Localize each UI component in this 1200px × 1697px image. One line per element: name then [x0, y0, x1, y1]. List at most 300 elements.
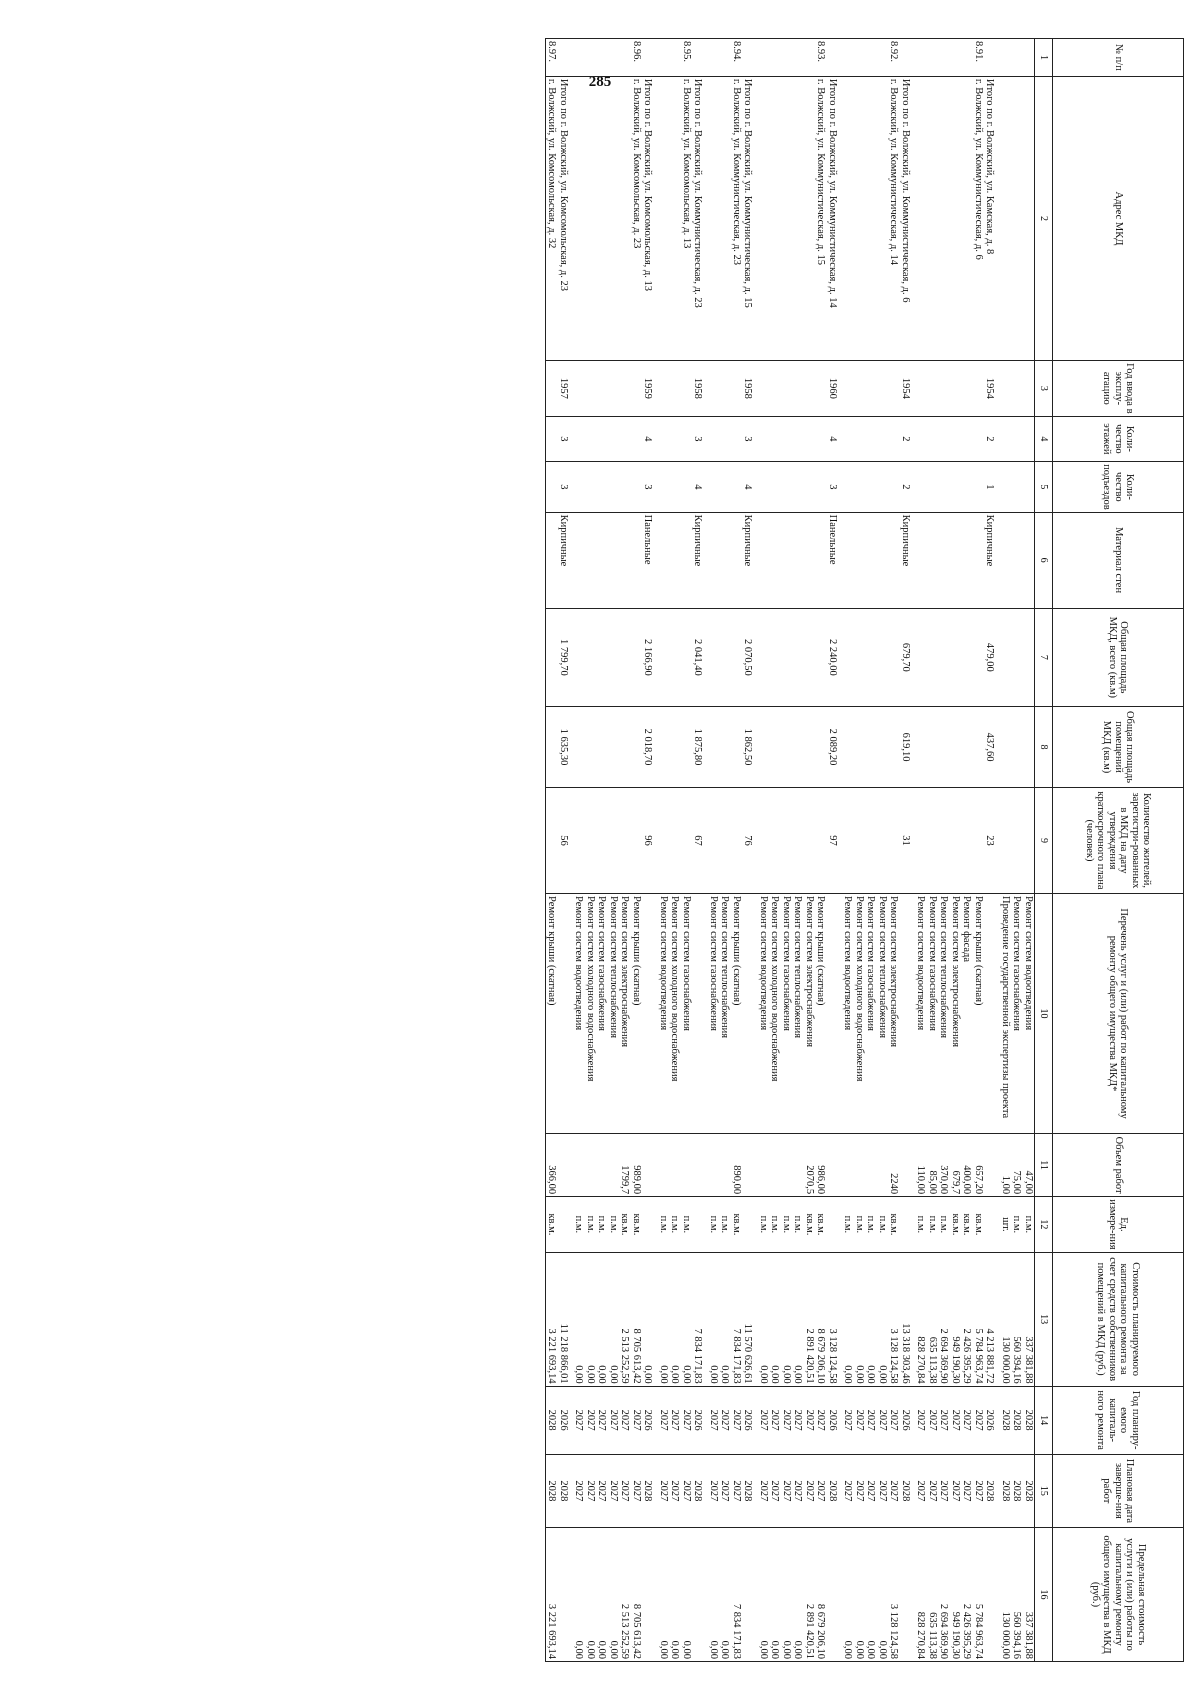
cell-col-11	[877, 1134, 889, 1197]
column-header: Количество жителей, зарегистри-рованных в МКД на дату утверждения краткосрочного плана (человек)	[1053, 787, 1184, 893]
cell-col-10: Ремонт систем газоснабжения	[1011, 894, 1023, 1134]
cell-col-16	[558, 1528, 574, 1662]
cell-col-3	[546, 361, 558, 417]
cell-col-3	[573, 361, 585, 417]
cell-col-16: 3 221 693,14	[546, 1528, 558, 1662]
work-row	[854, 39, 866, 1662]
cell-col-11	[608, 1134, 620, 1197]
cell-col-15: 2027	[719, 1454, 731, 1527]
cell-col-8	[915, 707, 927, 788]
cell-col-2: г. Волжский, ул. Коммунистическая, д. 6	[973, 76, 985, 360]
cell-col-8	[804, 707, 816, 788]
cell-col-11	[742, 1134, 758, 1197]
cell-col-7	[681, 608, 693, 707]
cell-col-10: Ремонт крыши (скатная)	[973, 894, 985, 1134]
cell-col-3	[669, 361, 681, 417]
cell-col-13: 828 270,84	[915, 1252, 927, 1386]
cell-col-16: 0,00	[681, 1528, 693, 1662]
cell-col-13: 2 426 395,29	[961, 1252, 973, 1386]
column-header: Объем работ	[1053, 1134, 1184, 1197]
cell-col-12	[900, 1197, 916, 1253]
cell-col-9	[769, 787, 781, 893]
cell-col-8	[781, 707, 793, 788]
column-number: 14	[1035, 1386, 1053, 1454]
cell-col-12: кв.м.	[961, 1197, 973, 1253]
cell-col-13: 0,00	[573, 1252, 585, 1386]
cell-col-14: 2026	[827, 1386, 843, 1454]
cell-col-14: 2027	[619, 1386, 631, 1454]
cell-col-2	[961, 76, 973, 360]
cell-col-16	[827, 1528, 843, 1662]
cell-col-14: 2027	[719, 1386, 731, 1454]
cell-col-7	[781, 608, 793, 707]
cell-col-11	[769, 1134, 781, 1197]
cell-col-6: Кирпичные	[558, 512, 574, 608]
cell-col-16: 8 679 206,10	[815, 1528, 827, 1662]
cell-col-10	[742, 894, 758, 1134]
cell-col-13: 3 128 124,58	[888, 1252, 900, 1386]
cell-col-8	[758, 707, 770, 788]
cell-col-16: 0,00	[792, 1528, 804, 1662]
cell-col-12: п.м.	[758, 1197, 770, 1253]
cell-col-6	[596, 512, 608, 608]
cell-col-3: 1954	[900, 361, 916, 417]
cell-col-13: 0,00	[758, 1252, 770, 1386]
cell-col-16: 828 270,84	[915, 1528, 927, 1662]
work-row	[865, 39, 877, 1662]
cell-col-3	[877, 361, 889, 417]
cell-col-11: 110,00	[915, 1134, 927, 1197]
cell-col-6	[888, 512, 900, 608]
cell-col-11	[669, 1134, 681, 1197]
cell-col-10: Ремонт крыши (скатная)	[815, 894, 827, 1134]
cell-col-11: 2070,5	[804, 1134, 816, 1197]
cell-col-3	[631, 361, 643, 417]
cell-col-5	[877, 462, 889, 513]
cell-col-14: 2026	[742, 1386, 758, 1454]
cell-col-1	[719, 39, 731, 77]
cell-col-4	[1000, 416, 1012, 461]
cell-col-5	[927, 462, 939, 513]
page-number: 285	[588, 74, 612, 90]
cell-col-16: 5 784 963,74	[973, 1528, 985, 1662]
cell-col-2	[950, 76, 962, 360]
cell-col-8: 619,10	[900, 707, 916, 788]
rotated-table-container	[44, 38, 1184, 1662]
cell-col-1	[608, 39, 620, 77]
cell-col-1	[758, 39, 770, 77]
cell-col-9	[950, 787, 962, 893]
cell-col-2: г. Волжский, ул. Коммунистическая, д. 23	[731, 76, 743, 360]
cell-col-9	[585, 787, 597, 893]
cell-col-15: 2027	[804, 1454, 816, 1527]
cell-col-12: п.м.	[669, 1197, 681, 1253]
cell-col-8	[1011, 707, 1023, 788]
cell-col-3	[619, 361, 631, 417]
cell-col-15: 2028	[692, 1454, 708, 1527]
cell-col-3	[842, 361, 854, 417]
cell-col-7	[927, 608, 939, 707]
cell-col-3	[950, 361, 962, 417]
cell-col-6	[1023, 512, 1035, 608]
cell-col-2	[927, 76, 939, 360]
work-row	[1011, 39, 1023, 1662]
cell-col-5	[888, 462, 900, 513]
cell-col-6	[719, 512, 731, 608]
cell-col-15: 2027	[573, 1454, 585, 1527]
column-number: 15	[1035, 1454, 1053, 1527]
cell-col-3	[608, 361, 620, 417]
cell-col-16	[692, 1528, 708, 1662]
cell-col-4	[1023, 416, 1035, 461]
cell-col-14: 2027	[608, 1386, 620, 1454]
cell-col-8	[596, 707, 608, 788]
cell-col-5: 3	[827, 462, 843, 513]
cell-col-2: г. Волжский, ул. Комсомольская, д. 32	[546, 76, 558, 360]
cell-col-1: 8.97.	[546, 39, 558, 77]
cell-col-8	[877, 707, 889, 788]
cell-col-12: п.м.	[865, 1197, 877, 1253]
cell-col-5	[1011, 462, 1023, 513]
cell-col-11: 370,00	[938, 1134, 950, 1197]
cell-col-12: п.м.	[781, 1197, 793, 1253]
cell-col-10: Ремонт систем теплоснабжения	[938, 894, 950, 1134]
cell-col-3	[973, 361, 985, 417]
cell-col-8	[658, 707, 670, 788]
cell-col-10: Ремонт систем газоснабжения	[927, 894, 939, 1134]
column-number: 8	[1035, 707, 1053, 788]
cell-col-6	[938, 512, 950, 608]
cell-col-4	[973, 416, 985, 461]
cell-col-1	[927, 39, 939, 77]
cell-col-2	[804, 76, 816, 360]
cell-col-10: Ремонт систем водоотведения	[1023, 894, 1035, 1134]
cell-col-13: 2 513 252,59	[619, 1252, 631, 1386]
cell-col-16	[900, 1528, 916, 1662]
cell-col-10: Ремонт систем холодного водоснабжения	[854, 894, 866, 1134]
cell-col-10: Ремонт систем теплоснабжения	[719, 894, 731, 1134]
cell-col-5	[719, 462, 731, 513]
cell-col-10: Ремонт систем электроснабжения	[619, 894, 631, 1134]
cell-col-8	[815, 707, 827, 788]
cell-col-11	[642, 1134, 658, 1197]
cell-col-11	[719, 1134, 731, 1197]
cell-col-6	[915, 512, 927, 608]
cell-col-14: 2027	[708, 1386, 720, 1454]
work-row	[681, 39, 693, 1662]
cell-col-1	[915, 39, 927, 77]
cell-col-6: Кирпичные	[900, 512, 916, 608]
column-header: Ед. измере-ния	[1053, 1197, 1184, 1253]
cell-col-4	[842, 416, 854, 461]
cell-col-10: Ремонт систем газоснабжения	[865, 894, 877, 1134]
cell-col-13: 2 891 420,51	[804, 1252, 816, 1386]
cell-col-9	[973, 787, 985, 893]
work-row	[938, 39, 950, 1662]
cell-col-7: 2 041,40	[692, 608, 708, 707]
cell-col-9: 97	[827, 787, 843, 893]
cell-col-11	[658, 1134, 670, 1197]
cell-col-14: 2027	[731, 1386, 743, 1454]
cell-col-10: Ремонт крыши (скатная)	[631, 894, 643, 1134]
cell-col-15: 2028	[984, 1454, 1000, 1527]
cell-col-5	[596, 462, 608, 513]
cell-col-7	[546, 608, 558, 707]
cell-col-9	[927, 787, 939, 893]
cell-col-15: 2028	[546, 1454, 558, 1527]
cell-col-5	[769, 462, 781, 513]
cell-col-15: 2027	[769, 1454, 781, 1527]
cell-col-7	[769, 608, 781, 707]
cell-col-13: 130 000,00	[1000, 1252, 1012, 1386]
cell-col-4	[608, 416, 620, 461]
column-number-row	[1035, 39, 1053, 1662]
cell-col-3	[708, 361, 720, 417]
cell-col-11	[827, 1134, 843, 1197]
column-header: Год планиру-емого капиталь-ного ремонта	[1053, 1386, 1184, 1454]
cell-col-10	[558, 894, 574, 1134]
cell-col-6	[708, 512, 720, 608]
cell-col-15: 2027	[961, 1454, 973, 1527]
cell-col-15: 2027	[842, 1454, 854, 1527]
cell-col-13: 635 113,38	[927, 1252, 939, 1386]
cell-col-1	[619, 39, 631, 77]
cell-col-15: 2027	[792, 1454, 804, 1527]
cell-col-5	[973, 462, 985, 513]
column-header: № п/п	[1053, 39, 1184, 77]
cell-col-8: 1 635,30	[558, 707, 574, 788]
cell-col-1	[842, 39, 854, 77]
cell-col-13: 0,00	[585, 1252, 597, 1386]
cell-col-15: 2027	[781, 1454, 793, 1527]
cell-col-4	[681, 416, 693, 461]
cell-col-4	[927, 416, 939, 461]
cell-col-3	[915, 361, 927, 417]
cell-col-9	[681, 787, 693, 893]
cell-col-1: 8.95.	[681, 39, 693, 77]
cell-col-11: 657,20	[973, 1134, 985, 1197]
cell-col-14: 2027	[815, 1386, 827, 1454]
work-row	[888, 39, 900, 1662]
cell-col-5	[619, 462, 631, 513]
cell-col-11	[854, 1134, 866, 1197]
cell-col-10: Ремонт систем электроснабжения	[950, 894, 962, 1134]
cell-col-7: 2 070,50	[742, 608, 758, 707]
cell-col-8	[631, 707, 643, 788]
cell-col-4	[950, 416, 962, 461]
cell-col-16	[642, 1528, 658, 1662]
cell-col-15: 2027	[758, 1454, 770, 1527]
cell-col-12: п.м.	[658, 1197, 670, 1253]
cell-col-8	[1000, 707, 1012, 788]
cell-col-2	[769, 76, 781, 360]
cell-col-10: Ремонт крыши (скатная)	[731, 894, 743, 1134]
cell-col-16: 2 891 420,51	[804, 1528, 816, 1662]
cell-col-13: 0,00	[658, 1252, 670, 1386]
cell-col-11	[681, 1134, 693, 1197]
cell-col-15: 2027	[658, 1454, 670, 1527]
cell-col-12: кв.м.	[815, 1197, 827, 1253]
cell-col-6	[608, 512, 620, 608]
total-row	[558, 39, 574, 1662]
cell-col-9: 23	[984, 787, 1000, 893]
cell-col-12: кв.м.	[619, 1197, 631, 1253]
cell-col-6	[854, 512, 866, 608]
cell-col-5	[681, 462, 693, 513]
cell-col-2: г. Волжский, ул. Комсомольская, д. 23	[631, 76, 643, 360]
cell-col-1	[938, 39, 950, 77]
cell-col-9	[758, 787, 770, 893]
cell-col-5	[708, 462, 720, 513]
cell-col-8: 1 875,80	[692, 707, 708, 788]
cell-col-10: Ремонт систем газоснабжения	[781, 894, 793, 1134]
cell-col-5	[1023, 462, 1035, 513]
cell-col-3	[888, 361, 900, 417]
cell-col-7	[758, 608, 770, 707]
cell-col-7	[585, 608, 597, 707]
cell-col-11: 2240	[888, 1134, 900, 1197]
cell-col-9	[596, 787, 608, 893]
cell-col-10: Ремонт систем газоснабжения	[681, 894, 693, 1134]
cell-col-7	[804, 608, 816, 707]
cell-col-3	[804, 361, 816, 417]
cell-col-6: Кирпичные	[984, 512, 1000, 608]
cell-col-10	[642, 894, 658, 1134]
cell-col-16: 7 834 171,83	[731, 1528, 743, 1662]
column-number: 6	[1035, 512, 1053, 608]
cell-col-13: 0,00	[708, 1252, 720, 1386]
cell-col-8	[681, 707, 693, 788]
cell-col-9	[1000, 787, 1012, 893]
cell-col-8	[865, 707, 877, 788]
cell-col-2: Итого по г. Волжский, ул. Комсомольская, д. 23	[558, 76, 574, 360]
cell-col-5	[865, 462, 877, 513]
cell-col-13: 3 128 124,58	[827, 1252, 843, 1386]
cell-col-14: 2026	[900, 1386, 916, 1454]
work-row	[781, 39, 793, 1662]
cell-col-10	[900, 894, 916, 1134]
cell-col-13: 7 834 171,83	[731, 1252, 743, 1386]
cell-col-6	[973, 512, 985, 608]
cell-col-2	[854, 76, 866, 360]
work-row	[915, 39, 927, 1662]
column-header: Перечень услуг и (или) работ по капитальному ремонту общего имущества МКД*	[1053, 894, 1184, 1134]
cell-col-4: 2	[984, 416, 1000, 461]
work-row	[596, 39, 608, 1662]
cell-col-12: п.м.	[1011, 1197, 1023, 1253]
cell-col-5	[854, 462, 866, 513]
cell-col-16: 0,00	[719, 1528, 731, 1662]
work-row	[877, 39, 889, 1662]
cell-col-14: 2027	[781, 1386, 793, 1454]
cell-col-1	[827, 39, 843, 77]
cell-col-15: 2027	[877, 1454, 889, 1527]
cell-col-15: 2028	[1023, 1454, 1035, 1527]
cell-col-11: 989,00	[631, 1134, 643, 1197]
cell-col-15: 2027	[927, 1454, 939, 1527]
cell-col-9	[865, 787, 877, 893]
cell-col-4	[719, 416, 731, 461]
cell-col-5	[842, 462, 854, 513]
cell-col-2	[781, 76, 793, 360]
cell-col-5: 2	[900, 462, 916, 513]
cell-col-8: 437,60	[984, 707, 1000, 788]
cell-col-7	[888, 608, 900, 707]
cell-col-2	[865, 76, 877, 360]
work-row	[950, 39, 962, 1662]
cell-col-11	[585, 1134, 597, 1197]
cell-col-16: 0,00	[781, 1528, 793, 1662]
cell-col-16: 8 705 613,42	[631, 1528, 643, 1662]
cell-col-11	[558, 1134, 574, 1197]
column-header: Материал стен	[1053, 512, 1184, 608]
cell-col-12: п.м.	[938, 1197, 950, 1253]
cell-col-8	[708, 707, 720, 788]
cell-col-15: 2027	[608, 1454, 620, 1527]
cell-col-1	[708, 39, 720, 77]
cell-col-16: 0,00	[596, 1528, 608, 1662]
work-row	[927, 39, 939, 1662]
column-number: 12	[1035, 1197, 1053, 1253]
cell-col-6	[865, 512, 877, 608]
cell-col-15: 2028	[558, 1454, 574, 1527]
cell-col-2: Итого по г. Волжский, ул. Комсомольская, д. 13	[642, 76, 658, 360]
cell-col-4: 3	[742, 416, 758, 461]
cell-col-9	[669, 787, 681, 893]
cell-col-4	[585, 416, 597, 461]
cell-col-10	[692, 894, 708, 1134]
cell-col-15: 2028	[1000, 1454, 1012, 1527]
cell-col-16: 0,00	[585, 1528, 597, 1662]
cell-col-11: 85,00	[927, 1134, 939, 1197]
cell-col-4	[915, 416, 927, 461]
work-row	[608, 39, 620, 1662]
cell-col-7	[865, 608, 877, 707]
cell-col-1	[642, 39, 658, 77]
cell-col-14: 2028	[546, 1386, 558, 1454]
cell-col-9	[815, 787, 827, 893]
cell-col-12	[692, 1197, 708, 1253]
cell-col-14: 2027	[854, 1386, 866, 1454]
cell-col-12	[558, 1197, 574, 1253]
cell-col-5: 3	[558, 462, 574, 513]
cell-col-2	[585, 76, 597, 360]
cell-col-1	[804, 39, 816, 77]
cell-col-16: 0,00	[708, 1528, 720, 1662]
cell-col-9	[708, 787, 720, 893]
cell-col-15: 2027	[815, 1454, 827, 1527]
cell-col-7	[669, 608, 681, 707]
cell-col-11	[781, 1134, 793, 1197]
cell-col-2	[573, 76, 585, 360]
cell-col-6	[758, 512, 770, 608]
cell-col-14: 2027	[658, 1386, 670, 1454]
cell-col-5: 3	[642, 462, 658, 513]
cell-col-3	[769, 361, 781, 417]
cell-col-14: 2027	[681, 1386, 693, 1454]
cell-col-5	[658, 462, 670, 513]
cell-col-11: 400,00	[961, 1134, 973, 1197]
total-row	[984, 39, 1000, 1662]
cell-col-9	[804, 787, 816, 893]
work-row	[1000, 39, 1012, 1662]
cell-col-1	[558, 39, 574, 77]
work-row	[815, 39, 827, 1662]
cell-col-9	[888, 787, 900, 893]
cell-col-13: 0,00	[877, 1252, 889, 1386]
cell-col-2	[608, 76, 620, 360]
cell-col-9	[961, 787, 973, 893]
